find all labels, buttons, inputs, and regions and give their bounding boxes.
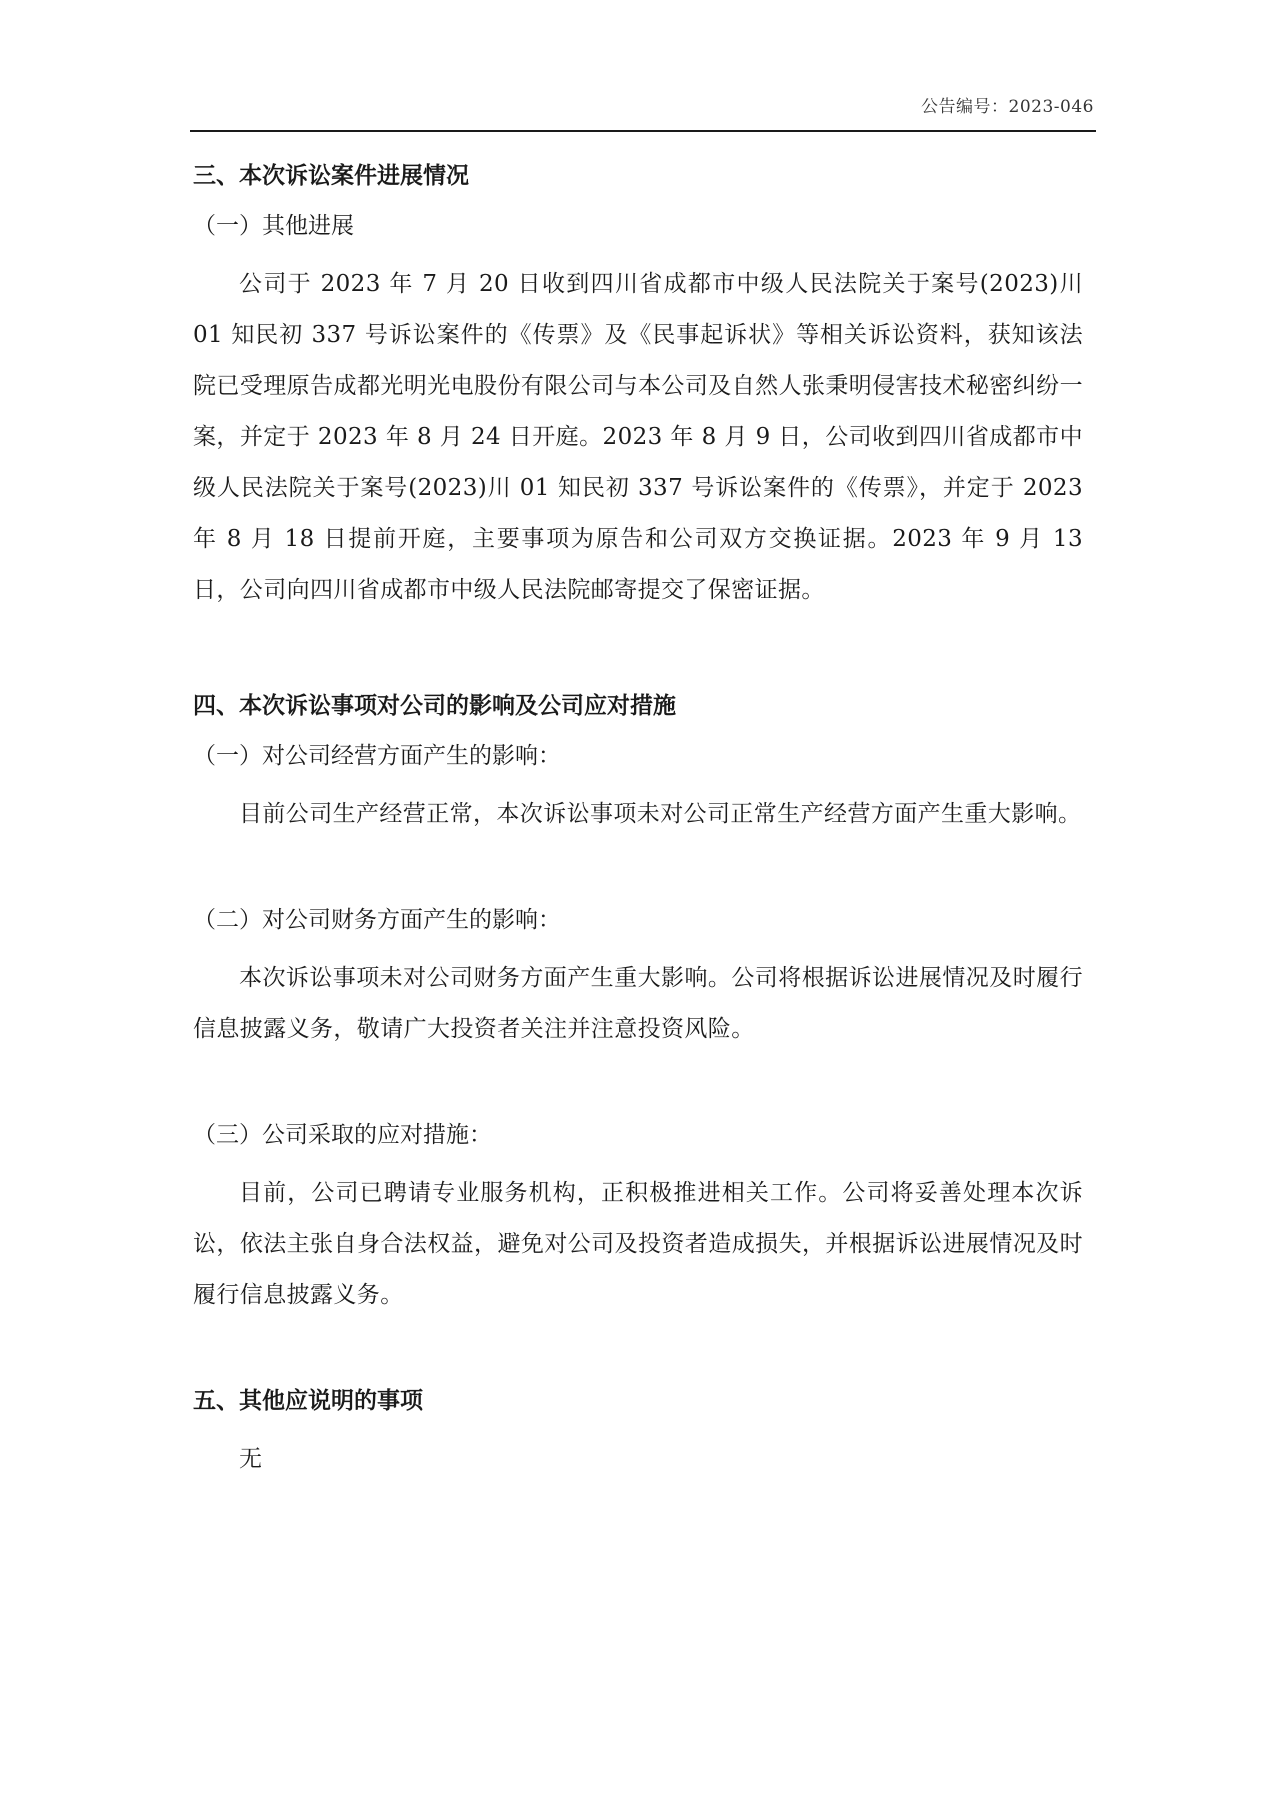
document-body bbox=[193, 160, 1083, 1485]
header-divider bbox=[190, 130, 1096, 132]
section-5-title: 五、其他应说明的事项 bbox=[193, 1388, 423, 1414]
section-4-sub-1-paragraph: 目前公司生产经营正常，本次诉讼事项未对公司正常生产经营方面产生重大影响。 bbox=[239, 801, 1082, 827]
section-4-sub-3-title: （三）公司采取的应对措施： bbox=[193, 1122, 492, 1148]
section-4-sub-2-paragraph: 本次诉讼事项未对公司财务方面产生重大影响。公司将根据诉讼进展情况及时履行信息披露义务，敬请广大投资者关注并注意投资风险。 bbox=[193, 965, 1083, 1042]
section-4-sub-3-paragraph: 目前，公司已聘请专业服务机构，正积极推进相关工作。公司将妥善处理本次诉讼，依法主张自身合法权益，避免对公司及投资者造成损失，并根据诉讼进展情况及时履行信息披露义务。 bbox=[193, 1180, 1083, 1308]
section-4-sub-2-title: （二）对公司财务方面产生的影响： bbox=[193, 907, 561, 933]
announcement-number: 公告编号：2023-046 bbox=[921, 97, 1094, 117]
section-5-paragraph: 无 bbox=[239, 1446, 263, 1472]
section-3-sub-1-title: （一）其他进展 bbox=[193, 213, 354, 239]
section-4-title: 四、本次诉讼事项对公司的影响及公司应对措施 bbox=[193, 693, 676, 719]
section-3-title: 三、本次诉讼案件进展情况 bbox=[193, 163, 469, 189]
section-4-sub-1-title: （一）对公司经营方面产生的影响： bbox=[193, 743, 561, 769]
section-3-sub-1-paragraph: 公司于 2023 年 7 月 20 日收到四川省成都市中级人民法院关于案号(2023)川 01 知民初 337 号诉讼案件的《传票》及《民事起诉状》等相关诉讼资料，获知该法院已受理原告成都光明光电股份有限公司与本公司及自然人张秉明侵害技术秘密纠纷一案，并定于 2023 年 8 月 24 日开庭。2023 年 8 月 9 日，公司收到四川省成都市中级人民法院关于案号(2023)川 01 知民初 337 号诉讼案件的《传票》，并定于 2023 年 8 月 18 日提前开庭，主要事项为原告和公司双方交换证据。2023 年 9 月 13 日，公司向四川省成都市中级人民法院邮寄提交了保密证据。 bbox=[193, 271, 1083, 603]
